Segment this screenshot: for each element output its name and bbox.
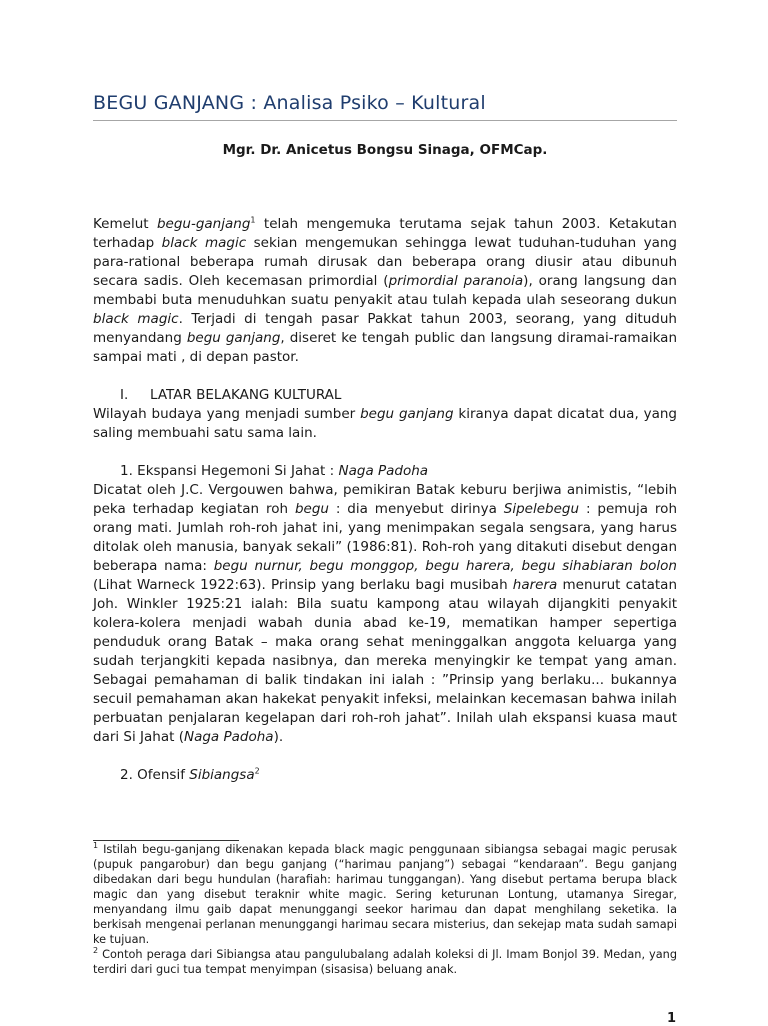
author-line: Mgr. Dr. Anicetus Bongsu Sinaga, OFMCap. [222,142,548,158]
document-body [93,215,677,785]
section-heading [93,386,677,405]
intro-paragraph: Kemelut begu-ganjang$^1$ telah mengemuka terutama sejak tahun 2003. Ketakutan terhadap black magic sekian mengemukan sehingga lewat tuduhan-tuduhan yang para-rational beberapa rumah dirusak dan beberapa orang diusir atau dibunuh secara sadis. Oleh kecemasan primordial (primordial paranoia), orang langsung dan membabi buta menuduhkan suatu penyakit atau tulah kepada ulah seseorang dukun black magic. Terjadi di tengah pasar Pakkat tahun 2003, seorang, yang dituduh menyandang begu ganjang, diseret ke tengah public dan langsung diramai-ramaikan sampai mati , di depan pastor. [93,215,678,365]
page-title: BEGU GANJANG : Analisa Psiko – Kultural [93,92,677,121]
footnote-1: $^1$ Istilah begu-ganjang dikenakan kepada black magic penggunaan sibiangsa sebagai magic perusak (pupuk pangarobur) dan begu ganjang (“harimau panjang”) sebagai “kendaraan”. Begu ganjang dibedakan dari begu hundulan (harafiah: harimau tunggangan). Yang disebut pertama berupa black magic dan yang disebut teraknir white magic. Sering keturunan Lontung, utamanya Siregar, menyandang ilmu gaib dapat menunggangi seekor harimau dan dapat menghilang seketika. Ia berkisah mengenai perlanan menunggangi harimau secara misterius, dan sekejap mata sudah samapi ke tujuan. [93,841,677,946]
footnotes [93,842,677,977]
body-paragraph: Dicatat oleh J.C. Vergouwen bahwa, pemikiran Batak keburu berjiwa animistis, “lebih peka terhadap kegiatan roh begu : dia menyebut dirinya Sipelebegu : pemuja roh orang mati. Jumlah roh-roh jahat ini, yang menimpakan segala sengsara, yang harus ditolak oleh manusia, banyak sekali” (1986:81). Roh-roh yang ditakuti disebut dengan beberapa nama: begu nurnur, begu monggop, begu harera, begu sihabiaran bolon (Lihat Warneck 1922:63). Prinsip yang berlaku bagi musibah harera menurut catatan Joh. Winkler 1925:21 ialah: Bila suatu kampong atau wilayah dijangkiti penyakit kolera-kolera menjadi wabah dunia abad ke-19, mematikan hamper sepertiga penduduk orang Batak – maka orang sehat meninggalkan anggota keluarga yang sudah terjangkiti kepada nasibnya, dan mereka menyingkir ke tempat yang aman. Sebagai pemahaman di balik tindakan ini ialah : ”Prinsip yang berlaku... bukannya secuil pemahaman akan hakekat penyakit infeksi, melainkan kecemasan bahwa inilah perbuatan penjalaran kegelapan dari roh-roh jahat”. Inilah ulah ekspansi kuasa maut dari Si Jahat (Naga Padoha). [93,482,678,745]
page-number: 1 [667,1011,677,1026]
section-number: I. [120,387,129,403]
section-intro-paragraph: Wilayah budaya yang menjadi sumber begu ganjang kiranya dapat dicatat dua, yang saling membuahi satu sama lain. [93,406,677,441]
footnote-ref-2[interactable]: 2 [254,766,260,776]
section-heading-label: LATAR BELAKANG KULTURAL [150,387,342,403]
footnote-2: $^2$ Contoh peraga dari Sibiangsa atau pangulubalang adalah koleksi di Jl. Imam Bonjol 39. Medan, yang terdiri dari guci tua tempat menyimpan (sisasisa) beluang anak. [93,946,677,976]
subsection-heading-1: 1. Ekspansi Hegemoni Si Jahat : Naga Padoha [120,463,429,479]
footnote-separator [93,840,239,841]
subsection-heading-2: 2. Ofensif Sibiangsa$^2$ [120,766,260,783]
footnote-ref-1[interactable]: 1 [250,215,256,225]
